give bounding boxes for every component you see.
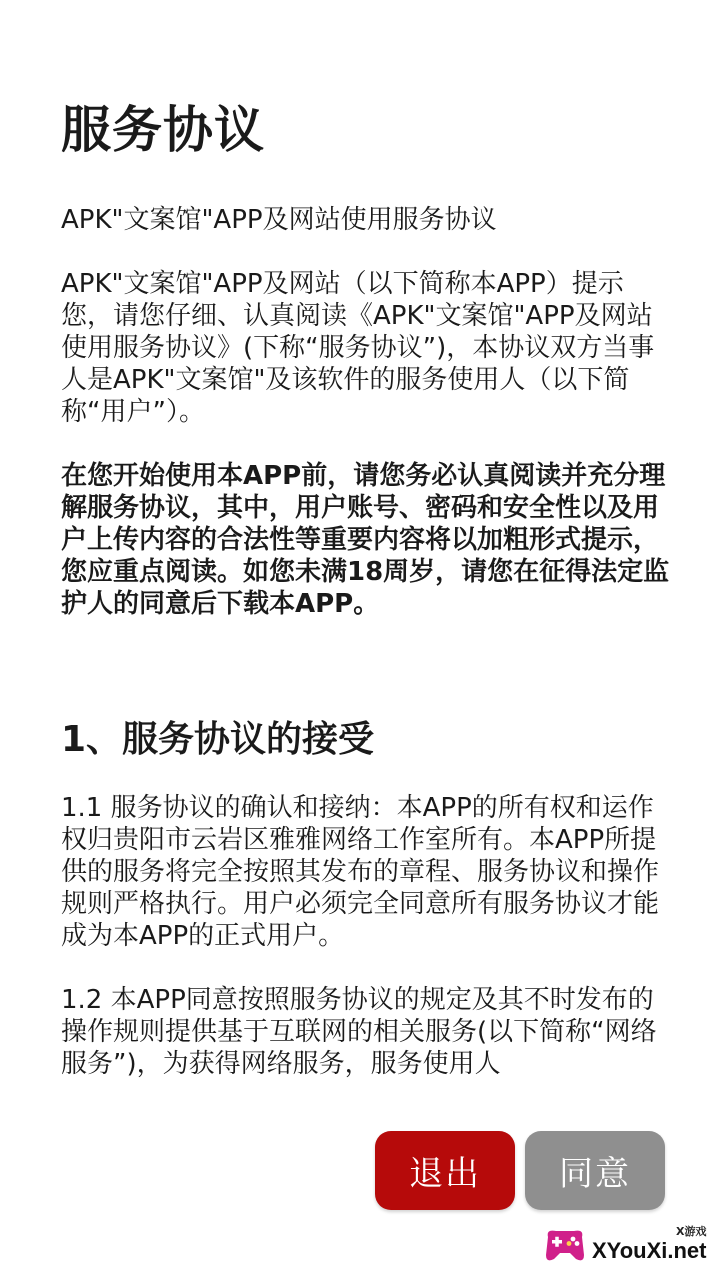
scroll-fade <box>61 1081 671 1095</box>
agreement-important-notice: 在您开始使用本APP前，请您务必认真阅读并充分理解服务协议，其中，用户账号、密码和安全性以及用户上传内容的合法性等重要内容将以加粗形式提示，您应重点阅读。如您未满18周岁，请您在征得法定监护人的同意后下载本APP。 <box>61 461 670 619</box>
site-watermark <box>542 1216 714 1274</box>
section-item: 1.2 本APP同意按照服务协议的规定及其不时发布的操作规则提供基于互联网的相关服务(以下简称“网络服务”)，为获得网络服务，服务使用人 <box>61 985 657 1079</box>
section-heading: 1、服务协议的接受 <box>61 719 375 760</box>
gamepad-logo-icon <box>542 1225 588 1265</box>
exit-button[interactable]: 退出 <box>375 1131 515 1210</box>
agreement-intro-paragraph: APK"文案馆"APP及网站（以下简称本APP）提示您，请您仔细、认真阅读《APK"文案馆"APP及网站使用服务协议》(下称“服务协议”)，本协议双方当事人是APK"文案馆"及该软件的服务使用人（以下简称“用户”）。 <box>61 269 655 427</box>
watermark-site-text: XYouXi.net <box>592 1238 707 1263</box>
watermark-small-text: X游戏 <box>676 1225 707 1238</box>
agree-button[interactable]: 同意 <box>525 1131 665 1210</box>
section-item: 1.1 服务协议的确认和接纳：本APP的所有权和运作权归贵阳市云岩区雅雅网络工作室所有。本APP所提供的服务将完全按照其发布的章程、服务协议和操作规则严格执行。用户必须完全同意所有服务协议才能成为本APP的正式用户。 <box>61 793 660 951</box>
page-title: 服务协议 <box>61 101 265 159</box>
agreement-scroll-area[interactable] <box>61 92 671 1095</box>
agreement-subtitle: APK"文案馆"APP及网站使用服务协议 <box>61 205 497 235</box>
